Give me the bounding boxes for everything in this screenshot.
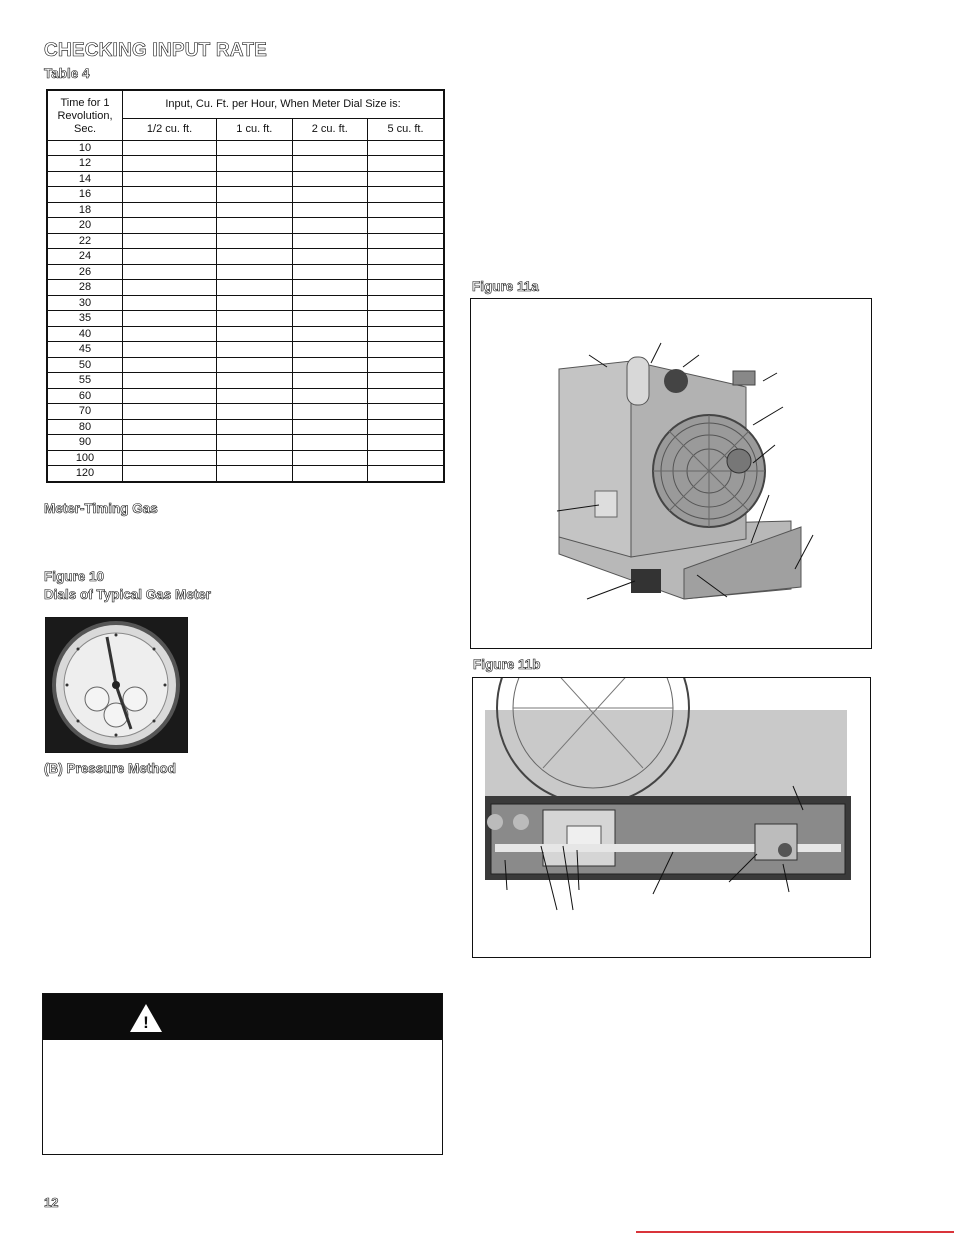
page-title: CHECKING INPUT RATE — [44, 40, 268, 61]
table-row — [47, 187, 444, 203]
input-rate-cell — [123, 342, 217, 358]
input-rate-cell — [123, 218, 217, 234]
input-rate-cell — [292, 171, 367, 187]
input-rate-cell — [292, 326, 367, 342]
input-rate-cell — [217, 357, 292, 373]
table-row — [47, 249, 444, 265]
time-cell: 50 — [47, 357, 123, 373]
table-row — [47, 140, 444, 156]
input-rate-cell — [367, 171, 444, 187]
input-rate-cell — [217, 280, 292, 296]
table-row — [47, 326, 444, 342]
time-cell: 60 — [47, 388, 123, 404]
input-rate-table — [46, 89, 445, 483]
input-rate-cell — [292, 450, 367, 466]
input-rate-cell — [217, 233, 292, 249]
input-rate-cell — [292, 280, 367, 296]
input-rate-cell — [123, 311, 217, 327]
input-rate-cell — [292, 156, 367, 172]
table-row — [47, 156, 444, 172]
input-rate-cell — [123, 466, 217, 482]
input-rate-cell — [217, 311, 292, 327]
control-compartment-photo — [473, 678, 870, 957]
input-rate-cell — [367, 388, 444, 404]
warning-header — [43, 994, 442, 1040]
time-cell: 16 — [47, 187, 123, 203]
dial-size-group-header: Input, Cu. Ft. per Hour, When Meter Dial Size is: — [123, 90, 445, 118]
table-row — [47, 435, 444, 451]
input-rate-cell — [367, 140, 444, 156]
time-cell: 18 — [47, 202, 123, 218]
input-rate-cell — [123, 419, 217, 435]
input-rate-cell — [123, 140, 217, 156]
time-cell: 28 — [47, 280, 123, 296]
input-rate-cell — [217, 187, 292, 203]
time-cell: 14 — [47, 171, 123, 187]
input-rate-cell — [217, 419, 292, 435]
input-rate-cell — [292, 140, 367, 156]
time-cell: 22 — [47, 233, 123, 249]
input-rate-cell — [292, 295, 367, 311]
warning-exclamation: ! — [143, 1013, 149, 1032]
input-rate-cell — [292, 218, 367, 234]
table-row — [47, 466, 444, 482]
input-rate-cell — [217, 388, 292, 404]
input-rate-cell — [217, 140, 292, 156]
input-rate-cell — [292, 404, 367, 420]
input-rate-cell — [217, 404, 292, 420]
time-cell: 70 — [47, 404, 123, 420]
table-row — [47, 264, 444, 280]
time-column-header: Time for 1 Revolution, Sec. — [47, 90, 123, 140]
input-rate-cell — [292, 187, 367, 203]
input-rate-cell — [367, 404, 444, 420]
input-rate-cell — [367, 202, 444, 218]
input-rate-cell — [123, 187, 217, 203]
input-rate-cell — [217, 202, 292, 218]
time-cell: 45 — [47, 342, 123, 358]
input-rate-cell — [292, 357, 367, 373]
input-rate-cell — [367, 357, 444, 373]
time-cell: 35 — [47, 311, 123, 327]
input-rate-cell — [367, 373, 444, 389]
time-cell: 30 — [47, 295, 123, 311]
figure10-label: Figure 10 — [44, 569, 105, 584]
dial-size-header: 1/2 cu. ft. — [123, 118, 217, 140]
unit-heater-illustration — [471, 299, 871, 648]
table-row — [47, 388, 444, 404]
accent-rule — [636, 1231, 954, 1233]
input-rate-cell — [292, 373, 367, 389]
input-rate-cell — [292, 202, 367, 218]
input-rate-cell — [217, 342, 292, 358]
input-rate-cell — [123, 249, 217, 265]
input-rate-cell — [217, 218, 292, 234]
table-row — [47, 419, 444, 435]
input-rate-cell — [367, 419, 444, 435]
input-rate-cell — [123, 450, 217, 466]
input-rate-cell — [292, 264, 367, 280]
input-rate-cell — [292, 249, 367, 265]
input-rate-cell — [217, 295, 292, 311]
table-row — [47, 357, 444, 373]
time-cell: 12 — [47, 156, 123, 172]
input-rate-cell — [123, 295, 217, 311]
input-rate-cell — [292, 311, 367, 327]
table-row — [47, 295, 444, 311]
dial-size-header: 5 cu. ft. — [367, 118, 444, 140]
input-rate-cell — [367, 311, 444, 327]
input-rate-cell — [367, 156, 444, 172]
input-rate-cell — [367, 249, 444, 265]
input-rate-cell — [217, 171, 292, 187]
input-rate-cell — [123, 373, 217, 389]
table-row — [47, 218, 444, 234]
table-row — [47, 450, 444, 466]
figure11b-label: Figure 11b — [473, 657, 541, 672]
input-rate-cell — [123, 171, 217, 187]
figure10-caption: Dials of Typical Gas Meter — [44, 587, 212, 602]
input-rate-cell — [292, 388, 367, 404]
time-cell: 24 — [47, 249, 123, 265]
time-cell: 120 — [47, 466, 123, 482]
time-cell: 80 — [47, 419, 123, 435]
input-rate-cell — [217, 249, 292, 265]
dial-size-header: 1 cu. ft. — [217, 118, 292, 140]
input-rate-cell — [292, 419, 367, 435]
input-rate-cell — [367, 218, 444, 234]
meter-timing-heading: Meter-Timing Gas — [44, 501, 158, 516]
input-rate-cell — [292, 233, 367, 249]
input-rate-cell — [367, 187, 444, 203]
table-row — [47, 202, 444, 218]
input-rate-cell — [123, 435, 217, 451]
figure11a-label: Figure 11a — [472, 279, 539, 294]
input-rate-cell — [123, 156, 217, 172]
input-rate-cell — [367, 264, 444, 280]
figure11a-frame — [470, 298, 872, 649]
table-row — [47, 280, 444, 296]
table-caption: Table 4 — [44, 66, 90, 81]
time-cell: 90 — [47, 435, 123, 451]
warning-triangle-icon — [129, 1003, 163, 1033]
time-cell: 20 — [47, 218, 123, 234]
table-row — [47, 373, 444, 389]
table-row — [47, 342, 444, 358]
table-row — [47, 311, 444, 327]
time-cell: 40 — [47, 326, 123, 342]
table-row — [47, 404, 444, 420]
input-rate-cell — [367, 466, 444, 482]
gas-meter-photo — [45, 617, 188, 753]
input-rate-cell — [123, 233, 217, 249]
dial-size-header: 2 cu. ft. — [292, 118, 367, 140]
input-rate-cell — [217, 466, 292, 482]
pressure-method-heading: (B) Pressure Method — [44, 761, 177, 776]
input-rate-cell — [367, 342, 444, 358]
input-rate-cell — [217, 450, 292, 466]
input-rate-cell — [123, 357, 217, 373]
input-rate-cell — [217, 156, 292, 172]
page-number: 12 — [44, 1195, 59, 1210]
input-rate-cell — [217, 264, 292, 280]
input-rate-cell — [123, 404, 217, 420]
input-rate-cell — [367, 280, 444, 296]
time-cell: 55 — [47, 373, 123, 389]
input-rate-cell — [292, 435, 367, 451]
input-rate-cell — [123, 280, 217, 296]
time-cell: 10 — [47, 140, 123, 156]
time-cell: 100 — [47, 450, 123, 466]
input-rate-cell — [292, 466, 367, 482]
input-rate-cell — [217, 435, 292, 451]
table-row — [47, 233, 444, 249]
input-rate-cell — [123, 264, 217, 280]
input-rate-cell — [123, 388, 217, 404]
input-rate-cell — [292, 342, 367, 358]
figure11b-frame — [472, 677, 871, 958]
time-cell: 26 — [47, 264, 123, 280]
input-rate-cell — [123, 326, 217, 342]
input-rate-cell — [123, 202, 217, 218]
warning-box — [42, 993, 443, 1155]
input-rate-cell — [217, 373, 292, 389]
input-rate-cell — [367, 450, 444, 466]
table-body — [47, 140, 444, 482]
table-row — [47, 171, 444, 187]
input-rate-cell — [217, 326, 292, 342]
input-rate-cell — [367, 326, 444, 342]
input-rate-cell — [367, 233, 444, 249]
input-rate-cell — [367, 295, 444, 311]
input-rate-cell — [367, 435, 444, 451]
